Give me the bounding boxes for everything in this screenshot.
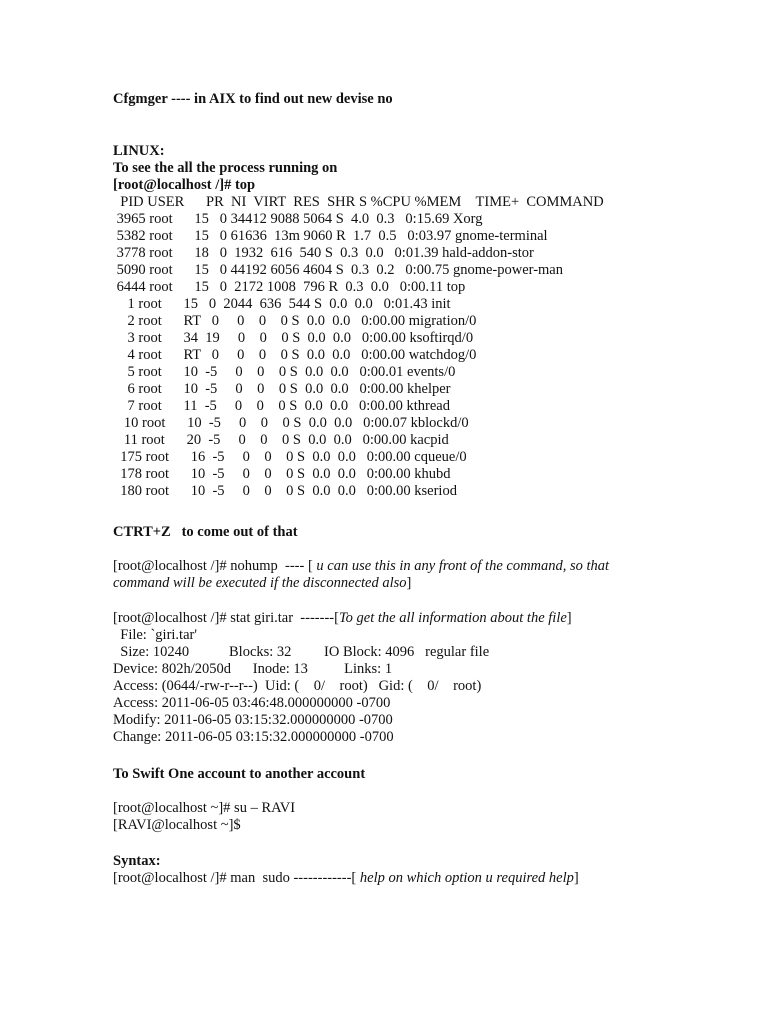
top-process-row: 3965 root 15 0 34412 9088 5064 S 4.0 0.3 0:15.69 Xorg	[113, 211, 483, 227]
top-header-row: PID USER PR NI VIRT RES SHR S %CPU %MEM TIME+ COMMAND	[113, 194, 604, 210]
syntax-note: help on which option u required help	[359, 870, 574, 886]
top-process-row: 11 root 20 -5 0 0 0 S 0.0 0.0 0:00.00 kacpid	[113, 432, 449, 448]
stat-output-line: Change: 2011-06-05 03:15:32.000000000 -0700	[113, 729, 394, 745]
top-process-row: 180 root 10 -5 0 0 0 S 0.0 0.0 0:00.00 kseriod	[113, 483, 457, 499]
top-process-row: 1 root 15 0 2044 636 544 S 0.0 0.0 0:01.43 init	[113, 296, 451, 312]
stat-output-line: Access: 2011-06-05 03:46:48.000000000 -0700	[113, 695, 391, 711]
top-process-row: 10 root 10 -5 0 0 0 S 0.0 0.0 0:00.07 kblockd/0	[113, 415, 469, 431]
syntax-bracket: ]	[573, 870, 579, 886]
nohup-line	[113, 558, 609, 575]
nohup-bracket: ]	[406, 575, 412, 591]
nohup-line-cont	[113, 575, 411, 592]
stat-output-line: Access: (0644/-rw-r--r--) Uid: ( 0/ root) Gid: ( 0/ root)	[113, 678, 482, 694]
linux-heading: LINUX:	[113, 143, 165, 159]
switch-command-line: [RAVI@localhost ~]$	[113, 817, 241, 833]
nohup-note: u can use this in any front of the command, so that	[316, 558, 610, 574]
top-process-row: 5 root 10 -5 0 0 0 S 0.0 0.0 0:00.01 events/0	[113, 364, 456, 380]
ctrl-z-note: CTRT+Z to come out of that	[113, 524, 298, 540]
top-process-row: 3 root 34 19 0 0 0 S 0.0 0.0 0:00.00 ksoftirqd/0	[113, 330, 474, 346]
stat-output-line: Device: 802h/2050d Inode: 13 Links: 1	[113, 661, 393, 677]
stat-output-line: File: `giri.tar'	[113, 627, 197, 643]
top-process-row: 178 root 10 -5 0 0 0 S 0.0 0.0 0:00.00 khubd	[113, 466, 451, 482]
nohup-command: [root@localhost /]# nohump ---- [	[113, 558, 317, 574]
top-process-row: 6444 root 15 0 2172 1008 796 R 0.3 0.0 0:00.11 top	[113, 279, 466, 295]
top-process-row: 7 root 11 -5 0 0 0 S 0.0 0.0 0:00.00 kthread	[113, 398, 450, 414]
top-process-row: 6 root 10 -5 0 0 0 S 0.0 0.0 0:00.00 khelper	[113, 381, 451, 397]
stat-command: [root@localhost /]# stat giri.tar -------[	[113, 610, 339, 626]
top-process-row: 5382 root 15 0 61636 13m 9060 R 1.7 0.5 0:03.97 gnome-terminal	[113, 228, 548, 244]
syntax-command: [root@localhost /]# man sudo ------------[	[113, 870, 360, 886]
switch-heading: To Swift One account to another account	[113, 766, 366, 782]
top-process-row: 4 root RT 0 0 0 0 S 0.0 0.0 0:00.00 watchdog/0	[113, 347, 477, 363]
top-command-prompt: [root@localhost /]# top	[113, 177, 256, 193]
top-process-row: 2 root RT 0 0 0 0 S 0.0 0.0 0:00.00 migration/0	[113, 313, 477, 329]
stat-bracket: ]	[566, 610, 572, 626]
switch-command-line: [root@localhost ~]# su – RAVI	[113, 800, 296, 816]
stat-output-line: Size: 10240 Blocks: 32 IO Block: 4096 regular file	[113, 644, 490, 660]
syntax-line	[113, 870, 579, 887]
syntax-heading: Syntax:	[113, 853, 161, 869]
top-process-row: 5090 root 15 0 44192 6056 4604 S 0.3 0.2 0:00.75 gnome-power-man	[113, 262, 563, 278]
stat-line	[113, 610, 572, 627]
aix-note: Cfgmger ---- in AIX to find out new devise no	[113, 91, 393, 107]
top-process-row: 3778 root 18 0 1932 616 540 S 0.3 0.0 0:01.39 hald-addon-stor	[113, 245, 534, 261]
nohup-note-cont: command will be executed if the disconnected also	[113, 575, 407, 591]
top-process-row: 175 root 16 -5 0 0 0 S 0.0 0.0 0:00.00 cqueue/0	[113, 449, 467, 465]
stat-output-line: Modify: 2011-06-05 03:15:32.000000000 -0700	[113, 712, 393, 728]
linux-subheading: To see the all the process running on	[113, 160, 338, 176]
stat-note: To get the all information about the file	[338, 610, 567, 626]
